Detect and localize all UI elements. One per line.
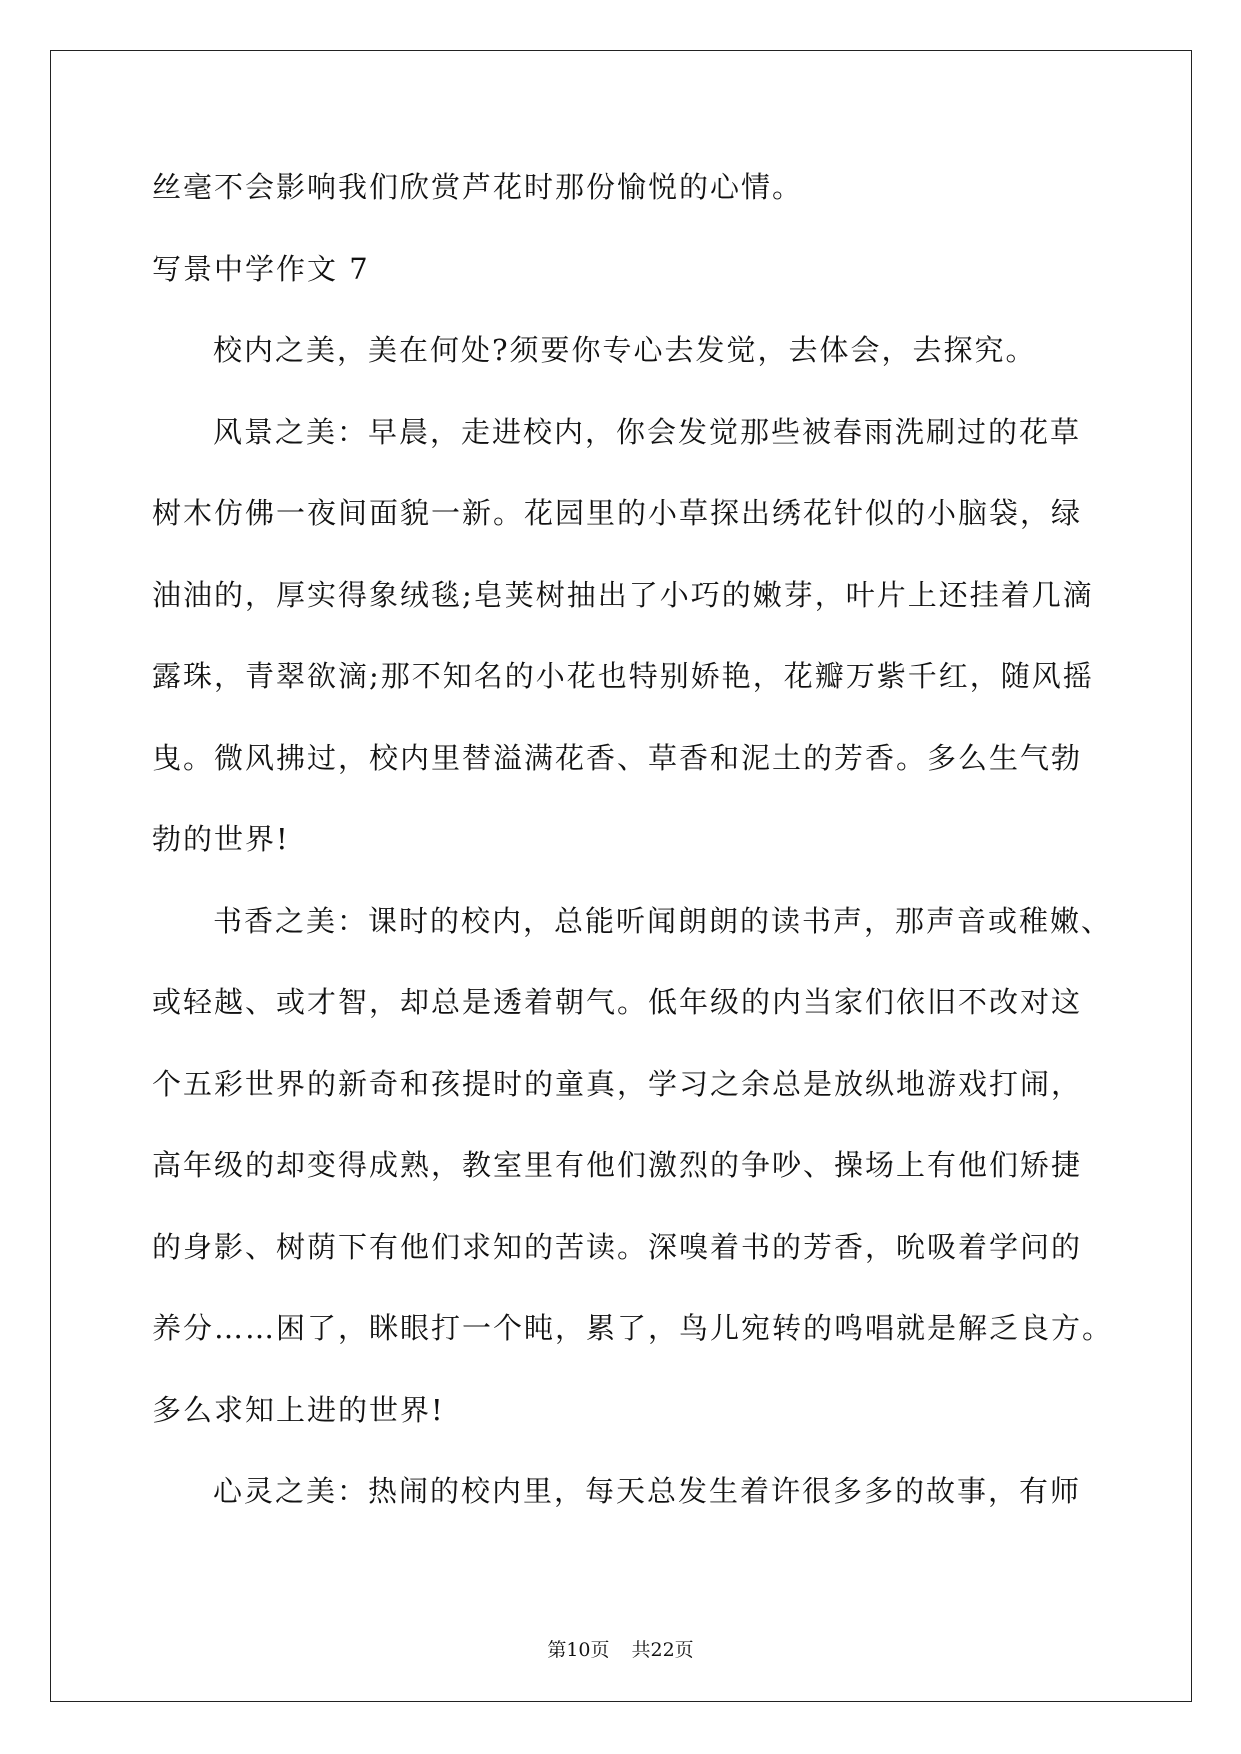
paragraph-start: 校内之美，美在何处?须要你专心去发觉，去体会，去探究。 bbox=[213, 333, 1037, 367]
text-line: 勃的世界! bbox=[152, 822, 290, 856]
text-line: 多么求知上进的世界! bbox=[152, 1392, 445, 1427]
text-line: 或轻越、或才智，却总是透着朝气。低年级的内当家们依旧不改对这 bbox=[152, 985, 1083, 1019]
text-line: 的身影、树荫下有他们求知的苦读。深嗅着书的芳香，吮吸着学问的 bbox=[152, 1229, 1083, 1264]
text-line: 树木仿佛一夜间面貌一新。花园里的小草探出绣花针似的小脑袋，绿 bbox=[152, 496, 1083, 530]
text-line: 个五彩世界的新奇和孩提时的童真，学习之余总是放纵地游戏打闹， bbox=[152, 1066, 1083, 1101]
page-total: 共22页 bbox=[631, 1639, 694, 1661]
page-footer bbox=[0, 1635, 1241, 1662]
paragraph-start: 书香之美：课时的校内，总能听闻朗朗的读书声，那声音或稚嫩、 bbox=[213, 903, 1113, 938]
paragraph-start: 心灵之美：热闹的校内里，每天总发生着许很多多的故事，有师 bbox=[213, 1474, 1082, 1508]
paragraph-start: 风景之美：早晨，走进校内，你会发觉那些被春雨洗刷过的花草 bbox=[213, 414, 1082, 449]
document-body bbox=[152, 147, 1114, 1533]
text-line: 曳。微风拂过，校内里替溢满花香、草香和泥土的芳香。多么生气勃 bbox=[152, 740, 1083, 775]
page-number: 第10页 bbox=[547, 1639, 610, 1661]
text-line: 高年级的却变得成熟，教室里有他们激烈的争吵、操场上有他们矫捷 bbox=[152, 1148, 1083, 1182]
text-line: 露珠，青翠欲滴;那不知名的小花也特别娇艳，花瓣万紫千红，随风摇 bbox=[152, 659, 1094, 693]
text-line: 丝毫不会影响我们欣赏芦花时那份愉悦的心情。 bbox=[152, 170, 804, 204]
section-heading: 写景中学作文 7 bbox=[152, 251, 370, 286]
text-line: 油油的，厚实得象绒毯;皂荚树抽出了小巧的嫩芽，叶片上还挂着几滴 bbox=[152, 577, 1094, 612]
text-line: 养分……困了，眯眼打一个盹，累了，鸟儿宛转的鸣唱就是解乏良方。 bbox=[152, 1311, 1114, 1345]
